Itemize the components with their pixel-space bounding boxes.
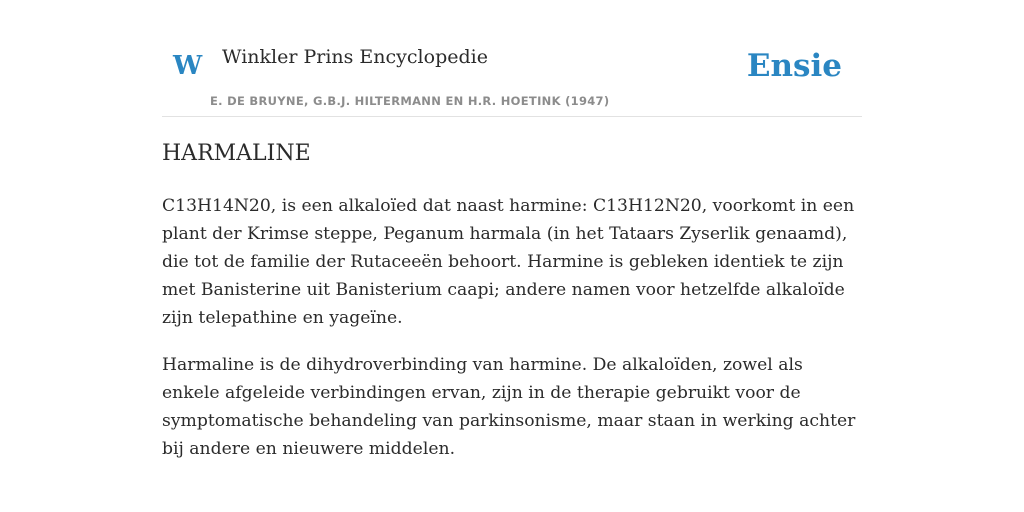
entry-content — [162, 192, 862, 482]
winkler-prins-logo[interactable]: W — [173, 51, 203, 81]
entry-title: HARMALINE — [162, 141, 311, 166]
ensie-logo[interactable]: Ensie — [746, 48, 842, 84]
header — [162, 0, 862, 117]
source-authors: E. DE BRUYNE, G.B.J. HILTERMANN EN H.R. HOETINK (1947) — [210, 94, 610, 108]
paragraph-1: C13H14N20, is een alkaloïed dat naast harmine: C13H12N20, voorkomt in een plant der Krimse steppe, Peganum harmala (in het Tataars Zyserlik genaamd), die tot de familie der Rutaceeën behoort. Harmine is gebleken identiek te zijn met Banisterine uit Banisterium caapi; andere namen voor hetzelfde alkaloïde zijn telepathine en yageïne. — [162, 196, 855, 328]
source-title[interactable]: Winkler Prins Encyclopedie — [222, 46, 488, 68]
paragraph-2: Harmaline is de dihydroverbinding van harmine. De alkaloïden, zowel als enkele afgeleide verbindingen ervan, zijn in de therapie gebruikt voor de symptomatische behandeling van parkinsonisme, maar staan in werking achter bij andere en nieuwere middelen. — [162, 355, 856, 459]
page — [162, 0, 862, 459]
